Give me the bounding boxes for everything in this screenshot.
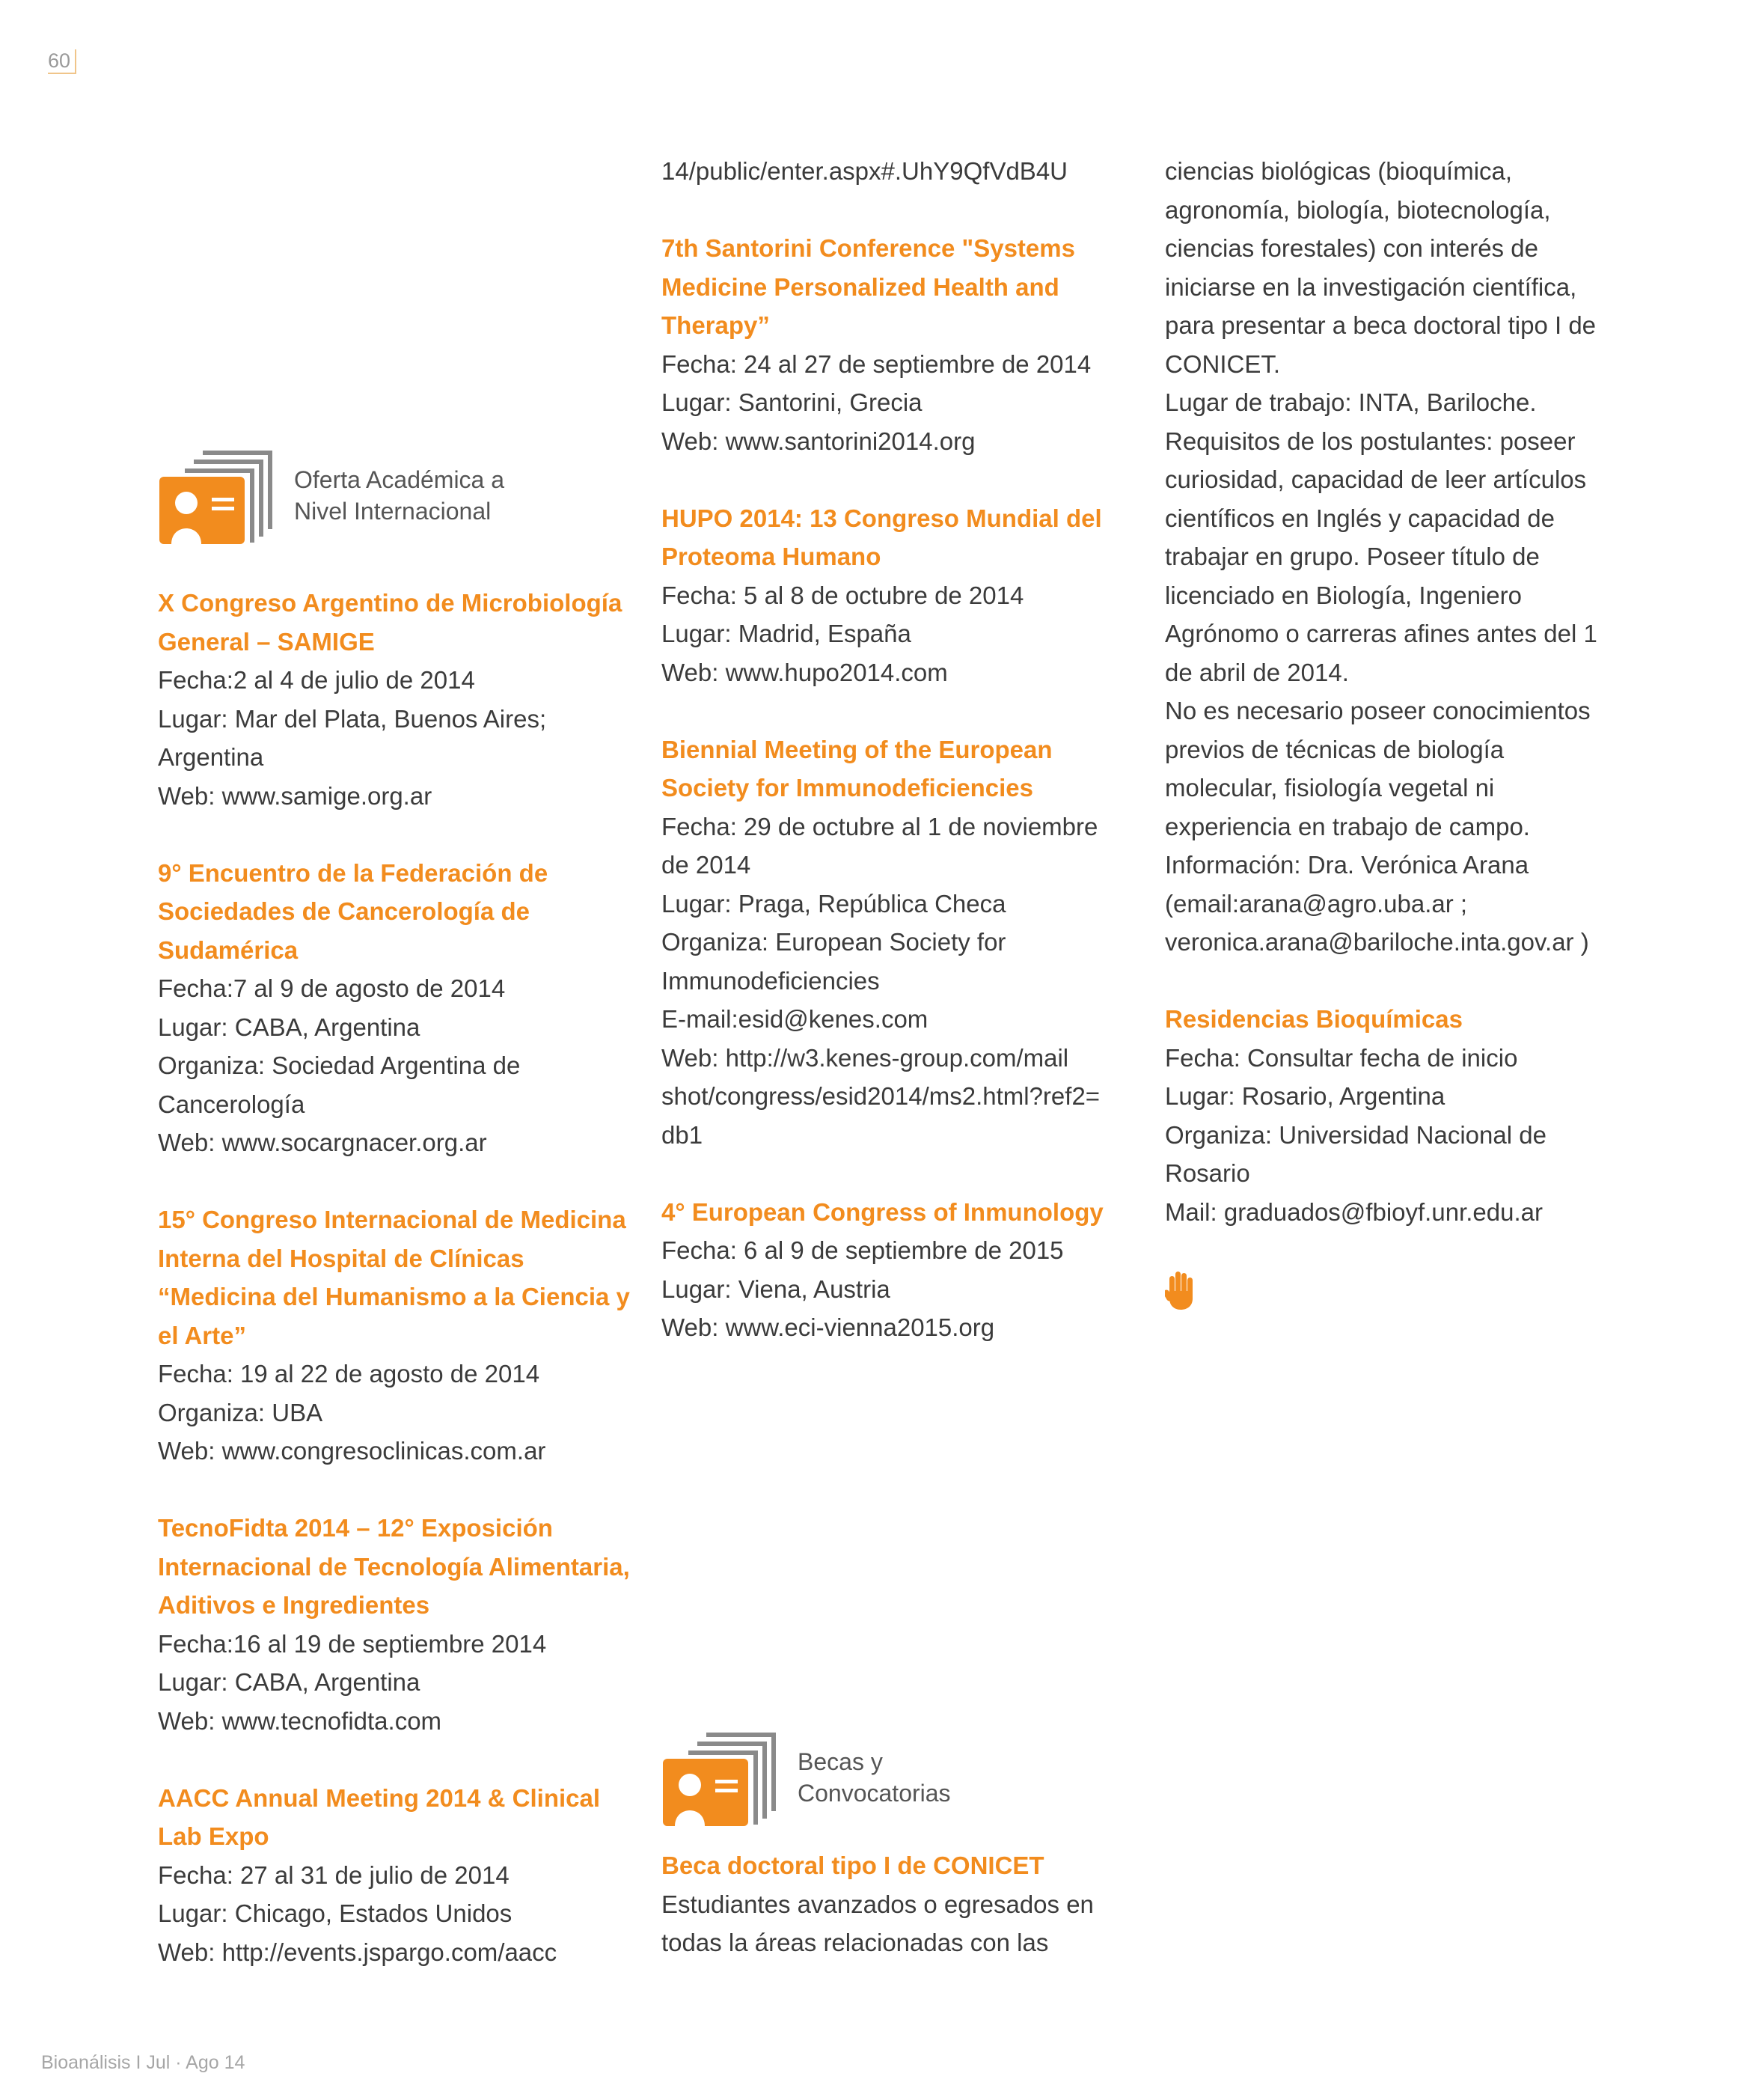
event-title: Therapy” [661,311,770,339]
event-detail: Fecha: Consultar fecha de inicio [1165,1043,1518,1072]
event-title: el Arte” [158,1321,246,1349]
event-title: Interna del Hospital de Clínicas [158,1244,524,1272]
beca-detail: curiosidad, capacidad de leer artículos [1165,466,1587,493]
event-detail: Fecha: 27 al 31 de julio de 2014 [158,1861,510,1889]
event-detail: Organiza: UBA [158,1398,323,1426]
event-title: Lab Expo [158,1822,269,1850]
section-title-line: Nivel Internacional [294,498,492,525]
beca-detail: agronomía, biología, biotecnología, [1165,195,1551,224]
event-entry [661,229,1125,460]
column-2 [661,152,1125,1385]
event-detail: Lugar: Viena, Austria [661,1275,890,1303]
event-detail: Lugar: CABA, Argentina [158,1668,420,1696]
event-title: TecnoFidta 2014 – 12° Exposición [158,1514,553,1542]
event-title: 7th Santorini Conference "Systems [661,234,1075,262]
event-web: Web: www.tecnofidta.com [158,1706,442,1735]
event-detail: Fecha: 6 al 9 de septiembre de 2015 [661,1236,1064,1264]
event-detail: Argentina [158,743,264,771]
beca-detail: molecular, fisiología vegetal ni [1165,774,1495,802]
event-title: 4° European Congress of Inmunology [661,1197,1104,1226]
event-web: db1 [661,1120,703,1149]
event-web: Web: www.hupo2014.com [661,658,948,686]
event-detail: Organiza: Sociedad Argentina de [158,1051,521,1079]
event-title: Society for Immunodeficiencies [661,774,1033,802]
column-1 [158,443,630,2010]
section-title [294,464,504,527]
event-title: X Congreso Argentino de Microbiología [158,589,622,617]
beca-detail: iniciarse en la investigación científica, [1165,272,1577,301]
event-title: 9° Encuentro de la Federación de [158,858,548,887]
event-title: Sociedades de Cancerología de [158,897,530,925]
becas-section [661,1725,1125,1962]
event-entry [661,499,1125,692]
event-entry [158,584,622,815]
event-email: Mail: graduados@fbioyf.unr.edu.ar [1165,1197,1543,1226]
beca-detail: licenciado en Biología, Ingeniero [1165,581,1523,609]
beca-title: Beca doctoral tipo I de CONICET [661,1852,1044,1879]
event-web: Web: www.socargnacer.org.ar [158,1129,487,1156]
event-web: Web: www.eci-vienna2015.org [661,1313,995,1341]
beca-detail: Información: Dra. Verónica Arana [1165,851,1529,879]
beca-detail: ciencias forestales) con interés de [1165,234,1538,262]
event-detail: Fecha: 19 al 22 de agosto de 2014 [158,1360,540,1388]
section-title-line: Becas y [798,1748,883,1775]
beca-detail: veronica.arana@bariloche.inta.gov.ar ) [1165,928,1589,956]
event-title: “Medicina del Humanismo a la Ciencia y [158,1283,630,1310]
beca-detail: trabajar en grupo. Poseer título de [1165,543,1540,570]
event-title: Biennial Meeting of the European [661,735,1053,763]
event-entry [158,1200,630,1471]
event-detail: Lugar: Praga, República Checa [661,889,1006,918]
event-title: Sudamérica [158,935,299,964]
beca-detail: previos de técnicas de biología [1165,735,1505,763]
event-detail: Organiza: European Society for [661,928,1006,956]
beca-detail: CONICET. [1165,350,1281,378]
event-detail: Organiza: Universidad Nacional de [1165,1120,1546,1149]
event-detail: Lugar: Santorini, Grecia [661,388,923,416]
event-web: Web: www.santorini2014.org [661,427,976,455]
beca-detail: para presentar a beca doctoral tipo I de [1165,311,1597,339]
event-web: shot/congress/esid2014/ms2.html?ref2= [661,1082,1101,1110]
beca-detail: todas la áreas relacionadas con las [661,1929,1049,1956]
page-number: 60 [48,49,76,74]
event-title: Medicine Personalized Health and [661,272,1059,301]
event-detail: Fecha: 24 al 27 de septiembre de 2014 [661,350,1092,378]
event-detail: Lugar: CABA, Argentina [158,1013,420,1041]
beca-detail: científicos en Inglés y capacidad de [1165,504,1555,532]
event-detail: Fecha: 29 de octubre al 1 de noviembre [661,812,1098,840]
beca-detail: Requisitos de los postulantes: poseer [1165,427,1576,455]
event-detail: de 2014 [661,851,751,879]
beca-detail: ciencias biológicas (bioquímica, [1165,157,1513,185]
event-web: 14/public/enter.aspx#.UhY9QfVdB4U [661,157,1068,185]
event-title: HUPO 2014: 13 Congreso Mundial del [661,504,1102,532]
certificate-icon [158,447,278,544]
beca-detail: de abril de 2014. [1165,658,1349,686]
event-entry [1165,1000,1629,1231]
event-web: Web: www.samige.org.ar [158,781,432,810]
event-title: Aditivos e Ingredientes [158,1591,430,1619]
event-entry [661,1193,1125,1347]
event-detail: Fecha:16 al 19 de septiembre 2014 [158,1629,547,1658]
beca-detail: Estudiantes avanzados o egresados en [661,1890,1094,1918]
section-title-line: Convocatorias [798,1780,951,1807]
event-entry [158,1509,630,1740]
event-web: Web: http://w3.kenes-group.com/mail [661,1043,1069,1072]
event-title: Proteoma Humano [661,543,881,570]
event-title: Internacional de Tecnología Alimentaria, [158,1552,630,1581]
hand-icon [1165,1270,1198,1310]
continued-link [661,152,1125,191]
event-detail: Cancerología [158,1090,305,1118]
section-title [798,1746,951,1809]
beca-continuation [1165,152,1629,962]
event-detail: Rosario [1165,1159,1250,1187]
event-title: 15° Congreso Internacional de Medicina [158,1206,626,1233]
event-entry [158,1779,622,1972]
column-3 [1165,152,1629,1314]
section-title-line: Oferta Académica a [294,466,505,493]
event-title: AACC Annual Meeting 2014 & Clinical [158,1783,601,1812]
beca-detail: Agrónomo o carreras afines antes del 1 [1165,620,1597,647]
beca-detail: (email:arana@agro.uba.ar ; [1165,889,1468,918]
event-web: Web: http://events.jspargo.com/aacc [158,1938,557,1966]
event-entry [158,854,622,1162]
event-detail: Lugar: Madrid, España [661,620,911,647]
event-detail: Lugar: Chicago, Estados Unidos [158,1899,513,1927]
event-detail: Lugar: Mar del Plata, Buenos Aires; [158,704,547,733]
beca-detail: experiencia en trabajo de campo. [1165,812,1530,840]
event-title: General – SAMIGE [158,627,375,656]
event-web: Web: www.congresoclinicas.com.ar [158,1437,546,1465]
event-detail: Lugar: Rosario, Argentina [1165,1082,1445,1110]
event-detail: Fecha: 5 al 8 de octubre de 2014 [661,581,1024,609]
event-detail: Immunodeficiencies [661,966,880,995]
event-detail: Fecha:2 al 4 de julio de 2014 [158,666,475,694]
certificate-icon [661,1729,781,1826]
event-email: E-mail:esid@kenes.com [661,1005,928,1033]
section-header-becas [661,1725,1125,1830]
event-title: Residencias Bioquímicas [1165,1005,1463,1033]
event-detail: Fecha:7 al 9 de agosto de 2014 [158,974,506,1002]
beca-detail: No es necesario poseer conocimientos [1165,697,1591,724]
page-footer: Bioanálisis I Jul · Ago 14 [41,2052,245,2073]
event-entry [661,730,1125,1155]
section-header-oferta [158,443,622,548]
beca-detail: Lugar de trabajo: INTA, Bariloche. [1165,388,1537,416]
